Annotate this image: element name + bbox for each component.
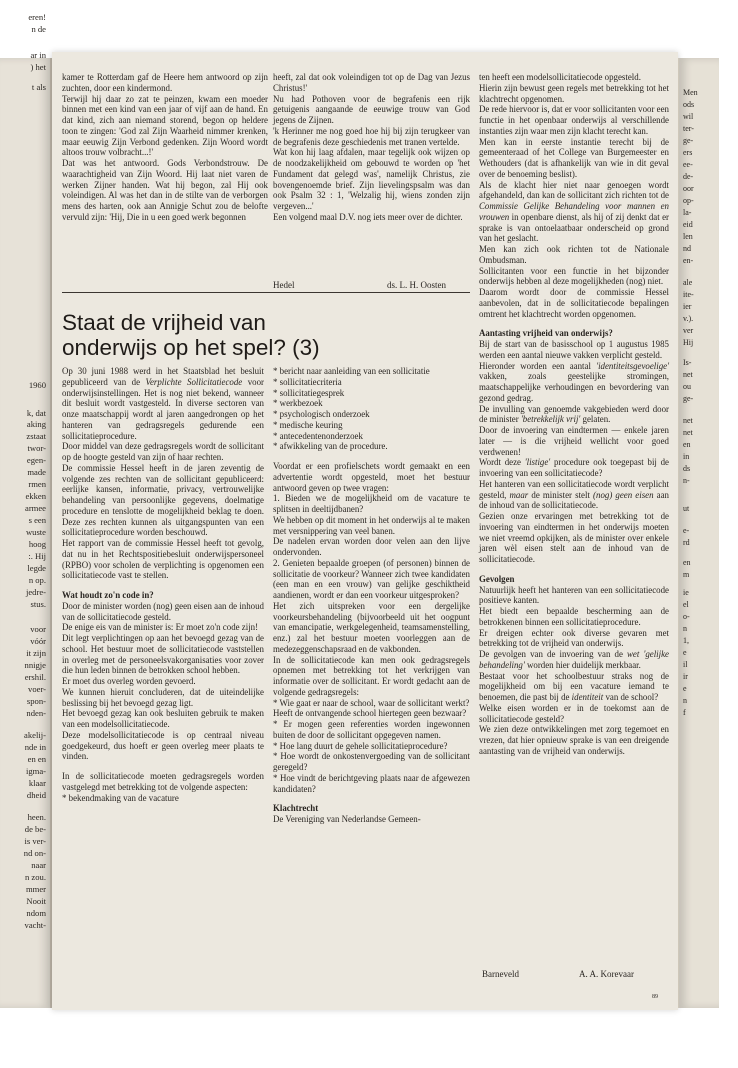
left-margin-fragment: t als [31,82,46,92]
paragraph: We hebben op dit moment in het onderwijs al te maken met versnippering van veel banen. [273,514,470,536]
right-page-edge [678,58,719,1008]
paragraph: Terwijl hij daar zo zat te peinzen, kwam een moeder binnen met een kind van een jaar of vijf aan de hand. En dat kind, zich aan niemand storend, begon op heldere toon te zingen: 'God zal Zijn Waarheid nimmer krenken, maar eeuwig Zijn Verbond gedenken. Zijn Woord wordt altoos trouw volbracht...!' [62,93,268,158]
left-margin-fragment: ) het [30,62,46,72]
right-margin-fragment: ut [683,504,690,513]
left-margin-fragment: hoog [28,539,46,549]
prev-article-author: ds. L. H. Oosten [387,280,446,290]
paragraph: Door de invoering van eindtermen — enkele jaren later — is die vrijheid wellicht voor goed verdwenen! [479,425,669,457]
left-margin-fragment: Nooit [26,896,46,906]
left-page-edge [0,12,52,1008]
paragraph: Sollicitanten voor een functie in het bijzonder onderwijs hebben al deze mogelijkheden (nog) niet. [479,265,669,287]
subheading: Gevolgen [479,573,515,584]
left-margin-fragment: dheid [26,790,46,800]
right-margin-fragment: wil [683,112,694,121]
paragraph: Welke eisen worden er in de toekomst aan de sollicitatiecode gesteld? [479,702,669,724]
list-item: * antecedentenonderzoek [273,430,363,441]
right-margin-fragment: e [683,684,687,693]
magazine-page [52,52,678,1010]
right-margin-fragment: n- [683,476,690,485]
prev-article-column-2 [273,72,470,223]
right-margin-fragment: Men [683,88,698,97]
right-margin-fragment: n [683,624,687,633]
paragraph: Gezien onze ervaringen met betrekking tot de invoering van eindtermen in het onderwijs moeten we niet vreemd opkijken, als de minister over enkele jaren wèl eisen stelt aan de inhoud van de sollicitatiecode. [479,511,669,564]
right-margin-fragment: ee- [683,160,693,169]
paragraph: Het rapport van de commissie Hessel heeft tot gevolg, dat nu in het Rechtspositiebesluit onderwijspersoneel (RPBO) voor scholen de verplichting is opgenomen een sollicitatiecode vast te stellen. [62,538,264,581]
section-divider [62,292,470,293]
paragraph: Wordt deze 'listige' procedure ook toegepast bij de invoering van een sollicitatiecode? [479,457,669,478]
list-item: * sollicitatiecriteria [273,376,342,387]
left-margin-fragment: ekken [25,491,46,501]
right-margin-fragment: rd [683,538,690,547]
left-margin-fragment: vacht- [24,920,46,930]
right-margin-fragment: in [683,452,690,461]
paragraph: We zien deze ontwikkelingen met zorg tegemoet en vrezen, dat hier opnieuw sprake is van een dreigende aantasting van de vrijheid van onderwijs. [479,724,669,756]
list-item: * Er mogen geen referenties worden ingewonnen buiten de door de sollicitant opgegeven namen. [273,719,470,740]
paragraph: Men kan zich ook richten tot de Nationale Ombudsman. [479,244,669,265]
left-margin-fragment: 1960 [28,380,46,390]
right-margin-fragment: ge- [683,394,694,403]
paragraph: De commissie Hessel heeft in de jaren zeventig de volgende zes rechten van de sollicitant gepubliceerd: eerlijke kansen, informatie, privacy, vertrouwelijke behandeling van persoonlijke gegevens, doelmatige procedure en tenslotte de mogelijkheid beklag te doen. Deze zes rechten kunnen als uitgangspunten van een sollicitatieprocedure worden beschouwd. [62,462,264,538]
right-margin-fragment: ale [683,278,693,287]
right-margin-fragment: en- [683,256,694,265]
right-margin-fragment: n [683,696,687,705]
paragraph: Een volgend maal D.V. nog iets meer over de dichter. [273,211,463,222]
paragraph: Er moet dus overleg worden gevoerd. [62,676,196,686]
paragraph: Daarom wordt door de commissie Hessel aanbevolen, dat in de sollicitatiecode bepalingen omtrent het klachtrecht worden opgenomen. [479,287,669,319]
left-margin-fragment: n zou. [24,872,46,882]
left-margin-fragment: stus. [30,599,46,609]
article-place: Barneveld [482,969,519,979]
left-margin-fragment: mmer [25,884,46,894]
paragraph: Door middel van deze gedragsregels wordt de sollicitant op de hoogte gesteld van zijn of haar rechten. [62,441,264,462]
paragraph: Wat kon hij laag afdalen, maar tegelijk ook wijzen op de noodzakelijkheid om gebouwd te worden op 'het Fundament dat gelegd was', namelijk Christus, zie bovengenoemde brief. Zijn lievelingspsalm was dan ook Psalm 32 : 1, 'Welzalig hij, wiens zonden zijn vergeven...' [273,147,470,211]
prev-article-place: Hedel [273,280,295,290]
paragraph: Door de minister worden (nog) geen eisen aan de inhoud van de sollicitatiecode gesteld. [62,600,264,622]
paragraph: 1. Bieden we de mogelijkheid om de vacature te splitsen in deeltijdbanen? [273,493,470,514]
left-margin-fragment: twor- [27,443,46,453]
right-margin-fragment: e- [683,526,690,535]
right-margin-fragment: ou [683,382,691,391]
right-margin-fragment: m [683,570,690,579]
list-item: * werkbezoek [273,398,323,409]
left-margin-fragment: ar in [30,50,46,60]
left-margin-fragment: jedre- [25,587,46,597]
article-title: Staat de vrijheid van onderwijs op het spel? (3) [62,310,320,360]
paragraph: heeft, zal dat ook voleindigen tot op de Dag van Jezus Christus!' [273,72,470,93]
left-margin-fragment: made [27,467,46,477]
right-margin-fragment: oor [683,184,694,193]
paragraph: Natuurlijk heeft het hanteren van een sollicitatiecode positieve kanten. [479,584,669,606]
right-margin-fragment: en [683,558,691,567]
paragraph: De Vereniging van Nederlandse Gemeen- [273,814,421,824]
article-column-2 [273,366,470,825]
right-margin-fragment: net [683,416,693,425]
list-item: * medische keuring [273,419,343,430]
left-margin-fragment: nnigje [24,660,46,670]
right-margin-fragment: il [683,660,688,669]
page-number: 89 [652,994,658,1000]
subheading: Klachtrecht [273,803,319,814]
paragraph: Hieronder worden een aantal 'identiteitsgevoelige' vakken, zoals geestelijke stromingen, maatschappelijke verhoudingen en bevordering van gezond gedrag. [479,360,669,403]
right-margin-fragment: Hij [683,338,694,347]
paragraph: Dit legt verplichtingen op aan het bevoegd gezag van de school. Het bestuur moet de sollicitatiecode vaststellen in overleg met de personeelsvakorganisaties voor zover die hun leden binnen de betrokken school hebben. [62,633,264,676]
left-margin-fragment: ershil. [24,672,46,682]
list-item: * sollicitatiegesprek [273,387,345,398]
paragraph: 'k Herinner me nog goed hoe hij bij zijn terugkeer van de begrafenis deze geschiedenis met tranen vertelde. [273,125,470,147]
paragraph: Bestaat voor het schoolbestuur straks nog de mogelijkheid om bij een vacature iemand te benoemen, die past bij de identiteit van de school? [479,670,669,702]
left-margin-fragment: n op. [28,575,46,585]
right-margin-fragment: f [683,708,686,717]
left-margin-fragment: aking [26,419,46,429]
right-margin-fragment: la- [683,208,692,217]
paragraph: ten heeft een modelsollicitatiecode opgesteld. [479,72,641,82]
right-margin-fragment: de- [683,172,694,181]
list-item: * Wie gaat er naar de school, waar de sollicitant werkt? [273,697,470,708]
paragraph: Het bevoegd gezag kan ook besluiten gebruik te maken van een modelsollicitatiecode. [62,708,264,729]
paragraph: Voordat er een profielschets wordt gemaakt en een advertentie wordt opgesteld, moet het bestuur antwoord geven op twee vragen: [273,461,470,493]
paragraph: De gevolgen van de invoering van de wet 'gelijke behandeling' worden hier duidelijk merkbaar. [479,649,669,670]
left-margin-fragment: voer- [28,684,46,694]
right-margin-fragment: ods [683,100,695,109]
left-margin-fragment: rmen [28,479,46,489]
left-margin-fragment: :. Hij [28,551,46,561]
right-margin-fragment: len [683,232,693,241]
list-item: * Hoe wordt de onkostenvergoeding van de sollicitant geregeld? [273,751,470,772]
left-margin-fragment: k, dat [26,408,46,418]
right-margin-fragment: o- [683,612,690,621]
left-margin-fragment: n de [31,24,46,34]
article-column-3 [479,72,669,757]
list-item: * bericht naar aanleiding van een sollicitatie [273,366,430,376]
right-margin-fragment: ers [683,148,693,157]
article-author: A. A. Korevaar [579,969,634,979]
left-margin-fragment: klaar [28,778,46,788]
right-margin-fragment: ite- [683,290,694,299]
left-margin-fragment: akelij- [24,730,46,740]
list-item: * Hoe lang duurt de gehele sollicitatieprocedure? [273,740,448,751]
left-margin-fragment: nden- [26,708,46,718]
paragraph: De nadelen ervan worden door velen aan den lijve ondervonden. [273,536,470,557]
paragraph: Hierin zijn bewust geen regels met betrekking tot het klachtrecht opgenomen. [479,82,669,104]
right-margin-fragment: net [683,428,693,437]
left-margin-fragment: spon- [26,696,46,706]
article-column-1 [62,366,264,803]
paragraph: De invulling van genoemde vakgebieden werd door de minister 'betrekkelijk vrij' gelaten. [479,403,669,425]
right-margin-fragment: net [683,370,693,379]
paragraph: In de sollicitatiecode kan men ook gedragsregels opnemen met betrekking tot het verkrijgen van informatie over de sollicitant. Er wordt gedacht aan de volgende gedragsregels: [273,654,470,697]
paragraph: Dat was het antwoord. Gods Verbondstrouw. De waarachtigheid van Zijn Woord. Hij laat niet varen de werken Zijner handen. Wat hij begon, zal Hij ook voleindigen. Al was het dan in de stilte van de verborgen mens des harten, ook aan Annigje Schut zou de belofte vervuld zijn: 'Hij, Die in u een goed werk begonnen [62,158,268,222]
right-margin-fragment: ds [683,464,691,473]
left-margin-fragment: voor [30,624,46,634]
paragraph: In de sollicitatiecode moeten gedragsregels worden vastgelegd met betrekking tot de volgende aspecten: [62,771,264,792]
left-margin-fragment: egen- [26,455,46,465]
paragraph: Als de klacht hier niet naar genoegen wordt afgehandeld, dan kan de sollicitant zich richten tot de Commissie Gelijke Behandeling voor mannen en vrouwen in openbare dienst, als hij of zij denkt dat er sprake is van ontoelaatbaar onderscheid op grond van het geslacht. [479,179,669,244]
paragraph: Heeft de ontvangende school hiertegen geen bezwaar? [273,708,467,719]
left-margin-fragment: vóór [30,636,46,646]
left-margin-fragment: igma- [25,766,46,776]
paragraph: Nu had Pothoven voor de begrafenis een rijk getuigenis aangaande de eeuwige trouw van God jegens de Zijnen. [273,93,470,125]
paragraph: We kunnen hieruit concluderen, dat de uiteindelijke beslissing bij het bevoegd gezag ligt. [62,686,264,708]
right-margin-fragment: 1, [683,636,689,645]
right-margin-fragment: ier [683,302,692,311]
right-margin-fragment: v.). [683,314,694,323]
right-margin-fragment: e [683,648,687,657]
list-item: * Hoe vindt de berichtgeving plaats naar de afgewezen kandidaten? [273,772,470,794]
paragraph: Op 30 juni 1988 werd in het Staatsblad het besluit gepubliceerd van de Verplichte Sollicitatiecode voor onderwijsinstellingen. Het is nog niet bekend, wanneer dit besluit wordt vastgesteld. In diverse sectoren van onze maatschappij wordt al jaren aangedrongen op het hanteren van gedragsregels gedurende een sollicitatieprocedure. [62,366,264,441]
left-margin-fragment: nde in [24,742,46,752]
left-margin-fragment: eren! [28,12,46,22]
right-margin-fragment: ver [683,326,694,335]
right-margin-fragment: Is- [683,358,692,367]
paragraph: Deze modelsollicitatiecode is op centraal niveau goedgekeurd, dus hoeft er geen overleg meer plaats te vinden. [62,729,264,762]
paragraph: 2. Genieten bepaalde groepen (of personen) binnen de sollicitatie de voorkeur? Wanneer zich twee kandidaten (een man en een vrouw) van gelijke geschiktheid aandienen, wordt er dan een voorkeur uitgesproken? [273,557,470,600]
left-margin-fragment: ndom [26,908,46,918]
subheading: Wat houdt zo'n code in? [62,590,154,600]
left-margin-fragment: legde [27,563,46,573]
paragraph: kamer te Rotterdam gaf de Heere hem antwoord op zijn zuchten, door een kindermond. [62,72,268,93]
left-margin-fragment: it zijn [26,648,46,658]
left-margin-fragment: heen. [27,812,46,822]
right-margin-fragment: eid [683,220,693,229]
left-margin-fragment: is ver- [24,836,46,846]
left-margin-fragment: naar [31,860,46,870]
paragraph: De enige eis van de minister is: Er moet zo'n code zijn! [62,622,259,633]
right-margin-fragment: op- [683,196,694,205]
left-margin-fragment: zstaat [26,431,46,441]
list-item: * psychologisch onderzoek [273,409,370,419]
left-margin-fragment: en en [27,754,46,764]
right-margin-fragment: ge- [683,136,694,145]
right-margin-fragment: ir [683,672,688,681]
left-margin-fragment: armee [25,503,46,513]
paragraph: Het biedt een bepaalde bescherming aan de betrokkenen binnen een sollicitatieprocedure. [479,606,669,627]
left-margin-fragment: wuste [25,527,46,537]
left-margin-fragment: nd on- [23,848,46,858]
subheading: Aantasting vrijheid van onderwijs? [479,328,613,339]
right-margin-fragment: nd [683,244,691,253]
right-margin-fragment: en [683,440,691,449]
left-margin-fragment: de be- [24,824,46,834]
paragraph: Er dreigen echter ook diverse gevaren met betrekking tot de vrijheid van onderwijs. [479,627,669,649]
right-margin-fragment: ie [683,588,689,597]
paragraph: Bij de start van de basisschool op 1 augustus 1985 werden een aantal nieuwe vakken verplicht gesteld. [479,339,669,360]
paragraph: Men kan in eerste instantie terecht bij de gemeenteraad of het College van Burgemeester en Wethouders (dat is afhankelijk van wie in dit geval over de benoeming beslist). [479,136,669,179]
right-margin-fragment: el [683,600,689,609]
list-item: * bekendmaking van de vacature [62,792,179,803]
right-margin-fragment: ter- [683,124,694,133]
paragraph: Het hanteren van een sollicitatiecode wordt verplicht gesteld, maar de minister stelt (nog) geen eisen aan de inhoud van de sollicitatiecode. [479,478,669,511]
paragraph: De rede hiervoor is, dat er voor sollicitanten voor een functie in het openbaar onderwijs al verschillende instanties zijn waar men zijn klacht terecht kan. [479,104,669,136]
paragraph: Het zich uitspreken voor een dergelijke voorkeursbehandeling (bijvoorbeeld uit het oogpunt van emancipatie, werkgelegenheid, teamsamenstelling, enz.) zal het bestuur moeten voorleggen aan de medezeggenschapsraad en de vakbonden. [273,600,470,654]
prev-article-column-1 [62,72,268,223]
list-item: * afwikkeling van de procedure. [273,441,388,452]
left-margin-fragment: s een [28,515,46,525]
